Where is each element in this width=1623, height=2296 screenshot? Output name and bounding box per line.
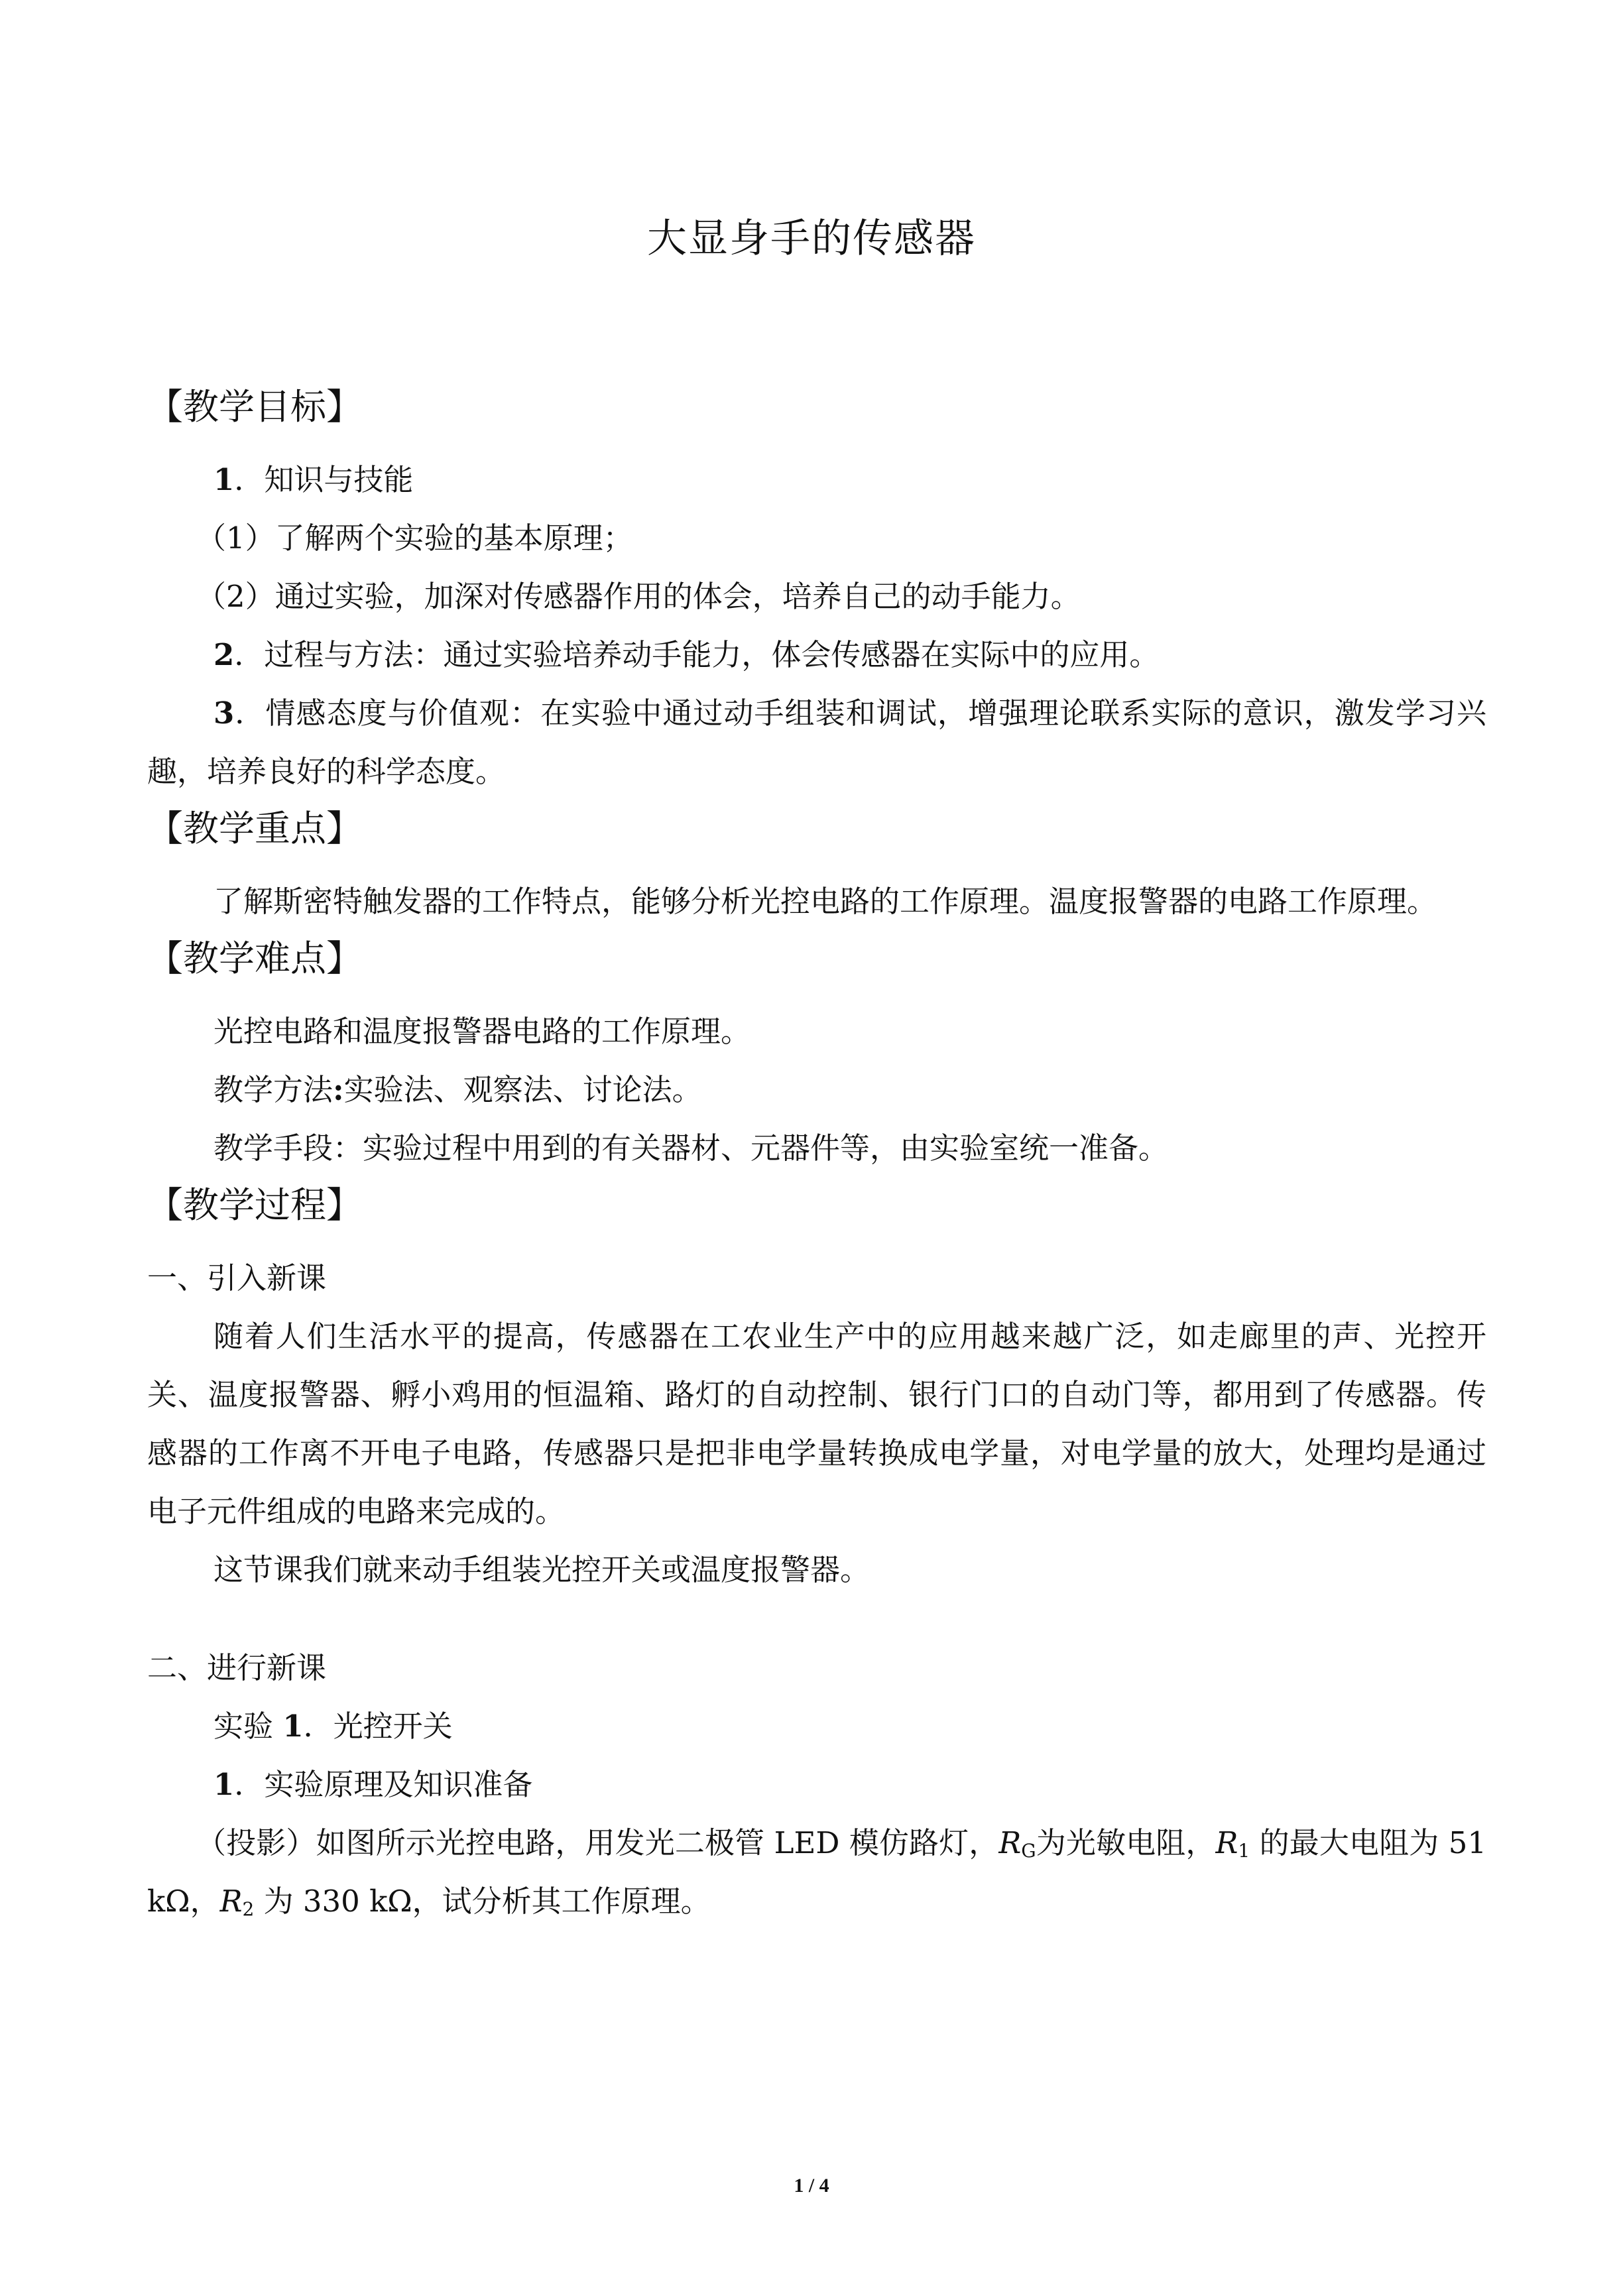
page-title: 大显身手的传感器 [647, 215, 976, 262]
teaching-means: 教学手段：实验过程中用到的有关器材、元器件等，由实验室统一准备。 [213, 1130, 1169, 1166]
page-number: 1 / 4 [794, 2175, 829, 2197]
symbol-r1: R [1215, 1825, 1238, 1860]
difficulties-text: 光控电路和温度报警器电路的工作原理。 [213, 1014, 751, 1049]
part-1-paragraph-2: 这节课我们就来动手组装光控开关或温度报警器。 [213, 1552, 871, 1587]
step-1-text: ．实验原理及知识准备 [234, 1767, 533, 1802]
projection-text-d: 为 330 kΩ，试分析其工作原理。 [254, 1884, 711, 1919]
teaching-methods [147, 1061, 1486, 1119]
teaching-methods-label: 教学方法 [213, 1072, 333, 1107]
experiment-1-prefix: 实验 [213, 1709, 283, 1744]
key-points-heading: 【教学重点】 [147, 808, 362, 849]
objective-item-2-number: 2 [213, 637, 235, 672]
teaching-methods-text: 实验法、观察法、讨论法。 [343, 1072, 702, 1107]
objective-item-3-number: 3 [213, 695, 235, 731]
projection-paragraph [147, 1814, 1486, 1931]
objective-item-2 [147, 626, 1486, 684]
objective-item-2-text: ．过程与方法：通过实验培养动手能力，体会传感器在实际中的应用。 [234, 637, 1160, 672]
symbol-r2-subscript: 2 [242, 1898, 255, 1920]
objective-item-1 [147, 451, 1486, 509]
objective-sub-2: （2）通过实验，加深对传感器作用的体会，培养自己的动手能力。 [196, 579, 1081, 614]
section-spacer [147, 1599, 1486, 1639]
part-1-title: 一、引入新课 [147, 1260, 327, 1296]
document-body [147, 385, 1486, 1931]
projection-text-c: 的最大电阻为 51 kΩ， [147, 1825, 1486, 1919]
teaching-methods-colon: : [333, 1072, 344, 1107]
difficulties-heading: 【教学难点】 [147, 937, 362, 979]
symbol-r2: R [219, 1884, 243, 1919]
process-heading: 【教学过程】 [147, 1184, 362, 1226]
symbol-rg: R [998, 1825, 1022, 1860]
projection-text-b: 为光敏电阻， [1036, 1825, 1216, 1860]
step-1-number: 1 [213, 1767, 235, 1802]
experiment-1-title [147, 1697, 1486, 1756]
objective-item-1-number: 1 [213, 462, 235, 497]
objective-sub-1: （1）了解两个实验的基本原理； [196, 520, 633, 556]
step-1-title [147, 1756, 1486, 1814]
experiment-1-text: ．光控开关 [303, 1709, 453, 1744]
objective-item-3 [147, 684, 1486, 801]
part-1-paragraph-1: 随着人们生活水平的提高，传感器在工农业生产中的应用越来越广泛，如走廊里的声、光控开关、温度报警器、孵小鸡用的恒温箱、路灯的自动控制、银行门口的自动门等，都用到了传感器。传感器的工作离不开电子电路，传感器只是把非电学量转换成电学量，对电学量的放大，处理均是通过电子元件组成的电路来完成的。 [147, 1319, 1486, 1529]
symbol-r1-subscript: 1 [1238, 1840, 1250, 1862]
part-2-title: 二、进行新课 [147, 1650, 327, 1685]
objective-item-1-text: ．知识与技能 [234, 462, 414, 497]
key-points-text: 了解斯密特触发器的工作特点，能够分析光控电路的工作原理。温度报警器的电路工作原理。 [213, 884, 1437, 919]
experiment-1-number: 1 [282, 1709, 304, 1744]
projection-text-a: （投影）如图所示光控电路，用发光二极管 LED 模仿路灯， [196, 1825, 999, 1860]
symbol-rg-subscript: G [1021, 1840, 1036, 1862]
objective-item-3-text: ．情感态度与价值观：在实验中通过动手组装和调试，增强理论联系实际的意识，激发学习兴趣，培养良好的科学态度。 [147, 695, 1486, 789]
objectives-heading: 【教学目标】 [147, 386, 362, 428]
